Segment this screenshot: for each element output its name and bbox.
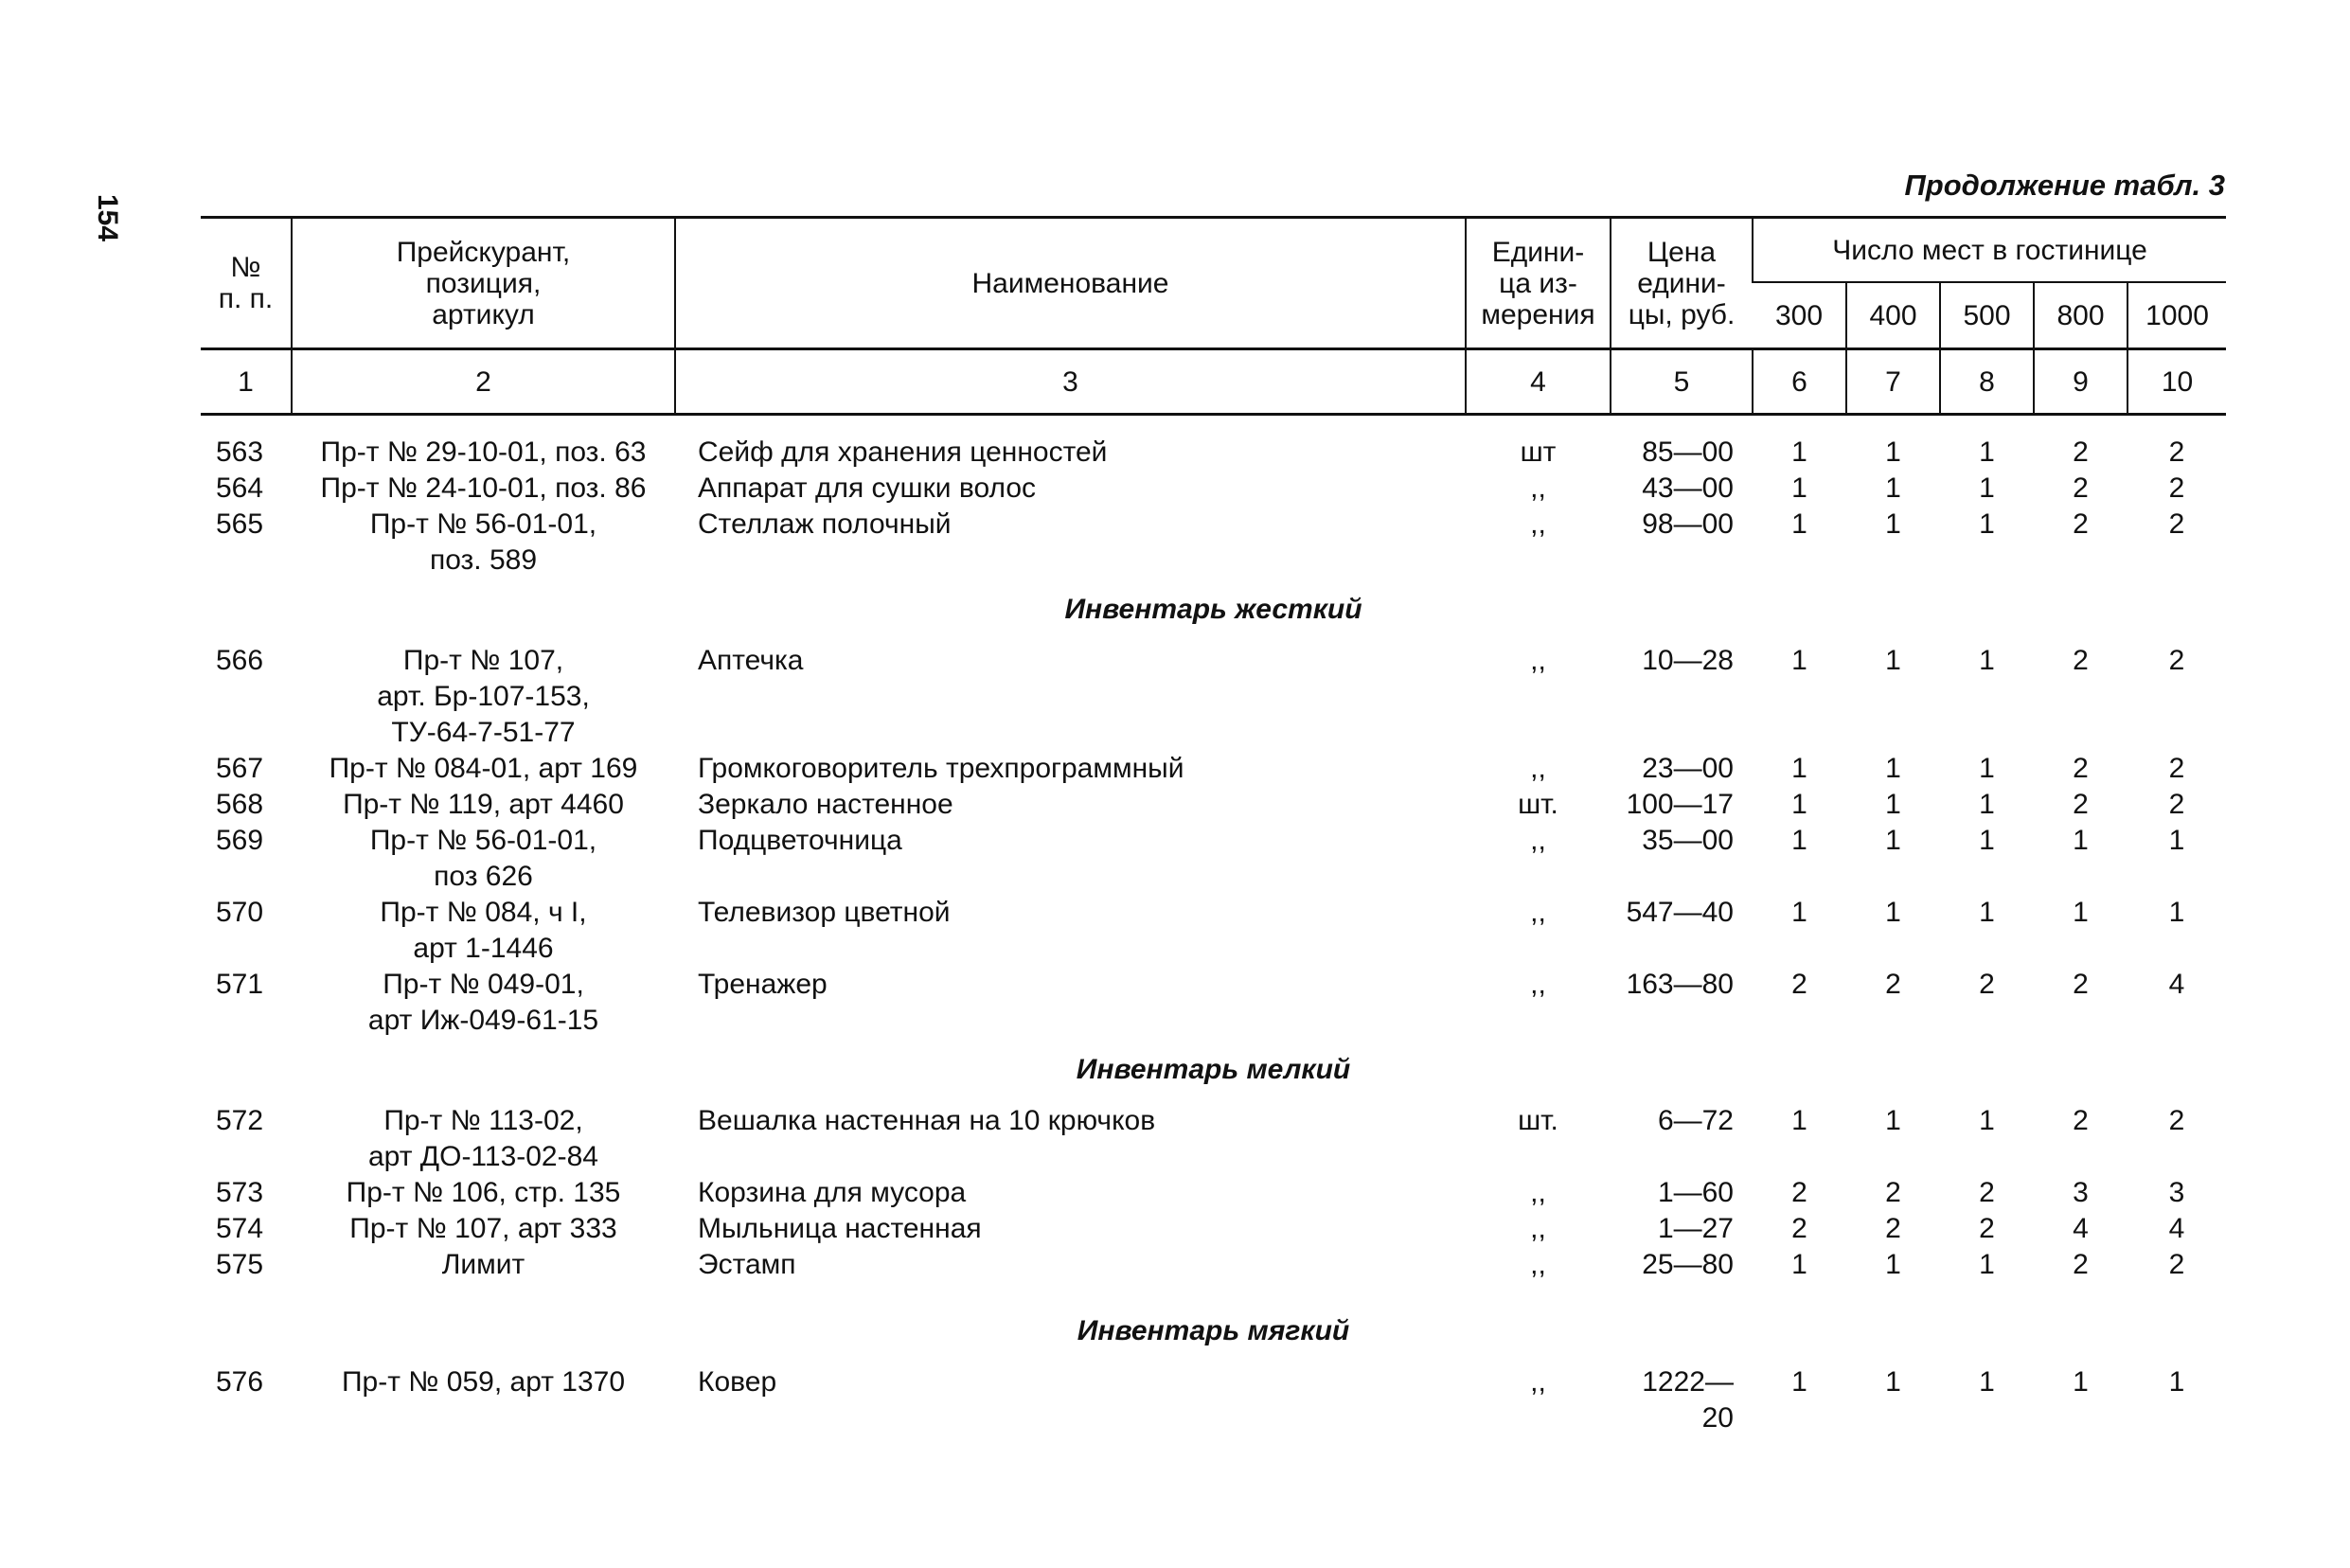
price-cell: 85—00: [1642, 437, 1734, 468]
quantity-cell: 1: [1979, 1105, 1995, 1136]
table-row: [201, 507, 2226, 579]
table-row: [201, 1247, 2226, 1283]
quantity-cell: 1: [1885, 825, 1901, 856]
item-name: Мыльница настенная: [698, 1213, 982, 1244]
price-cell: 6—72: [1657, 1105, 1734, 1136]
header-pricelist: Прейскурант, позиция, артикул: [292, 218, 675, 349]
unit-cell: ,,: [1530, 753, 1546, 784]
quantity-cell: 1: [2168, 825, 2185, 856]
table-row: [201, 1103, 2226, 1175]
unit-cell: ,,: [1530, 897, 1546, 928]
quantity-cell: 1: [1885, 645, 1901, 676]
quantity-cell: 1: [1791, 1366, 1807, 1398]
table-row: [201, 1364, 2226, 1436]
price-cell: 25—80: [1642, 1249, 1734, 1280]
item-name: Стеллаж полочный: [698, 508, 952, 540]
column-number: 7: [1846, 349, 1940, 415]
quantity-cell: 1: [1979, 1366, 1995, 1398]
quantity-cell: 2: [2168, 1249, 2185, 1280]
quantity-cell: 2: [2073, 472, 2089, 504]
header-capacity: 1000: [2127, 282, 2226, 349]
row-number: 576: [216, 1366, 264, 1398]
item-name: Тренажер: [698, 969, 828, 1000]
quantity-cell: 1: [1791, 1249, 1807, 1280]
unit-cell: ,,: [1530, 645, 1546, 676]
column-number: 3: [675, 349, 1466, 415]
price-cell: 163—80: [1626, 969, 1734, 1000]
section-title: Инвентарь мелкий: [1076, 1054, 1351, 1085]
quantity-cell: 2: [1979, 969, 1995, 1000]
quantity-cell: 1: [1791, 753, 1807, 784]
quantity-cell: 1: [1791, 1105, 1807, 1136]
quantity-cell: 2: [2168, 789, 2185, 820]
item-name: Эстамп: [698, 1249, 796, 1280]
quantity-cell: 2: [2073, 437, 2089, 468]
pricelist-cell: Пр-т № 24-10-01, поз. 86: [320, 472, 647, 504]
row-number: 575: [216, 1249, 264, 1280]
table-row: [201, 787, 2226, 823]
quantity-cell: 1: [1885, 1366, 1901, 1398]
unit-cell: шт: [1520, 437, 1557, 468]
header-price: Цена едини- цы, руб.: [1611, 218, 1753, 349]
price-cell: 547—40: [1626, 897, 1734, 928]
section-row: [201, 579, 2226, 643]
quantity-cell: 1: [1979, 753, 1995, 784]
quantity-cell: 1: [1979, 897, 1995, 928]
table-row: [201, 823, 2226, 895]
row-number: 572: [216, 1105, 264, 1136]
item-name: Аппарат для сушки волос: [698, 472, 1036, 504]
quantity-cell: 2: [1791, 1213, 1807, 1244]
quantity-cell: 2: [2073, 645, 2089, 676]
row-number: 571: [216, 969, 264, 1000]
quantity-cell: 1: [2073, 1366, 2089, 1398]
column-number: 5: [1611, 349, 1753, 415]
table-row: [201, 643, 2226, 751]
spacer-row: [201, 1283, 2226, 1300]
unit-cell: ,,: [1530, 1249, 1546, 1280]
pricelist-cell: Лимит: [441, 1249, 525, 1280]
unit-cell: ,,: [1530, 969, 1546, 1000]
column-number: 2: [292, 349, 675, 415]
table-row: [201, 967, 2226, 1039]
quantity-cell: 2: [2073, 969, 2089, 1000]
row-number: 570: [216, 897, 264, 928]
quantity-cell: 1: [1979, 508, 1995, 540]
column-number: 1: [201, 349, 292, 415]
pricelist-cell: Пр-т № 113-02, арт ДО-113-02-84: [368, 1105, 598, 1172]
column-number: 9: [2034, 349, 2127, 415]
quantity-cell: 1: [1791, 645, 1807, 676]
price-cell: 43—00: [1642, 472, 1734, 504]
unit-cell: ,,: [1530, 508, 1546, 540]
quantity-cell: 2: [2168, 645, 2185, 676]
item-name: Вешалка настенная на 10 крючков: [698, 1105, 1156, 1136]
row-number: 573: [216, 1177, 264, 1208]
quantity-cell: 2: [2073, 1249, 2089, 1280]
row-number: 565: [216, 508, 264, 540]
quantity-cell: 1: [1979, 825, 1995, 856]
unit-cell: ,,: [1530, 472, 1546, 504]
row-number: 574: [216, 1213, 264, 1244]
quantity-cell: 2: [2073, 508, 2089, 540]
table-row: [201, 1211, 2226, 1247]
column-number: 8: [1940, 349, 2034, 415]
header-capacity: 300: [1774, 299, 1824, 331]
quantity-cell: 1: [2073, 825, 2089, 856]
row-number: 567: [216, 753, 264, 784]
quantity-cell: 2: [2073, 1105, 2089, 1136]
header-capacity: 800: [2034, 282, 2127, 349]
quantity-cell: 4: [2168, 969, 2185, 1000]
price-cell: 10—28: [1642, 645, 1734, 676]
header-no: № п. п.: [201, 218, 292, 349]
quantity-cell: 1: [1885, 437, 1901, 468]
quantity-cell: 1: [1979, 472, 1995, 504]
pricelist-cell: Пр-т № 56-01-01, поз 626: [369, 825, 597, 892]
quantity-cell: 2: [2073, 789, 2089, 820]
quantity-cell: 2: [2168, 1105, 2185, 1136]
item-name: Ковер: [698, 1366, 777, 1398]
item-name: Корзина для мусора: [698, 1177, 967, 1208]
item-name: Зеркало настенное: [698, 789, 953, 820]
row-number: 566: [216, 645, 264, 676]
table-caption: Продолжение табл. 3: [1904, 169, 2225, 202]
pricelist-cell: Пр-т № 29-10-01, поз. 63: [320, 437, 647, 468]
quantity-cell: 1: [1885, 472, 1901, 504]
table-row: [201, 1175, 2226, 1211]
price-cell: 1—60: [1657, 1177, 1734, 1208]
quantity-cell: 2: [2073, 753, 2089, 784]
table-row: [201, 471, 2226, 507]
quantity-cell: 2: [2168, 753, 2185, 784]
inventory-table: [201, 216, 2226, 1436]
quantity-cell: 1: [1885, 753, 1901, 784]
column-number: 4: [1466, 349, 1611, 415]
item-name: Аптечка: [698, 645, 804, 676]
quantity-cell: 1: [1791, 437, 1807, 468]
quantity-cell: 1: [1885, 1105, 1901, 1136]
pricelist-cell: Пр-т № 059, арт 1370: [341, 1366, 626, 1398]
quantity-cell: 1: [1979, 789, 1995, 820]
quantity-cell: 1: [1979, 645, 1995, 676]
quantity-cell: 2: [2168, 508, 2185, 540]
pricelist-cell: Пр-т № 106, стр. 135: [346, 1177, 621, 1208]
price-cell: 35—00: [1642, 825, 1734, 856]
quantity-cell: 1: [1791, 472, 1807, 504]
column-number: 6: [1753, 349, 1846, 415]
row-number: 564: [216, 472, 264, 504]
header-capacity: 500: [1940, 282, 2034, 349]
header-places: Число мест в гостинице: [1753, 218, 2226, 283]
unit-cell: ,,: [1530, 1213, 1546, 1244]
price-cell: 1222—20: [1642, 1366, 1734, 1434]
quantity-cell: 2: [1885, 1177, 1901, 1208]
pricelist-cell: Пр-т № 107, арт 333: [349, 1213, 617, 1244]
quantity-cell: 1: [1791, 897, 1807, 928]
pricelist-cell: Пр-т № 049-01, арт Иж-049-61-15: [367, 969, 599, 1036]
section-row: [201, 1039, 2226, 1103]
spacer-cell: [201, 1283, 2226, 1300]
quantity-cell: 2: [1979, 1213, 1995, 1244]
table-row: [201, 751, 2226, 787]
unit-cell: ,,: [1530, 825, 1546, 856]
quantity-cell: 3: [2073, 1177, 2089, 1208]
column-number: 10: [2127, 349, 2226, 415]
header-unit: Едини- ца из- мерения: [1466, 218, 1611, 349]
page-number: 154: [92, 194, 123, 242]
row-number: 569: [216, 825, 264, 856]
table-row: [201, 415, 2226, 472]
quantity-cell: 2: [2168, 437, 2185, 468]
quantity-cell: 1: [1885, 1249, 1901, 1280]
price-cell: 98—00: [1642, 508, 1734, 540]
table-row: [201, 895, 2226, 967]
pricelist-cell: Пр-т № 56-01-01, поз. 589: [369, 508, 597, 576]
unit-cell: шт.: [1518, 789, 1558, 820]
quantity-cell: 1: [1791, 508, 1807, 540]
price-cell: 1—27: [1657, 1213, 1734, 1244]
quantity-cell: 2: [1791, 969, 1807, 1000]
quantity-cell: 1: [1885, 789, 1901, 820]
item-name: Сейф для хранения ценностей: [698, 437, 1108, 468]
row-number: 563: [216, 437, 264, 468]
quantity-cell: 1: [1979, 437, 1995, 468]
header-capacity: 400: [1846, 282, 1940, 349]
item-name: Подцветочница: [698, 825, 902, 856]
price-cell: 23—00: [1642, 753, 1734, 784]
quantity-cell: 1: [1791, 825, 1807, 856]
quantity-cell: 1: [2168, 1366, 2185, 1398]
section-row: [201, 1300, 2226, 1364]
quantity-cell: 1: [1791, 789, 1807, 820]
quantity-cell: 1: [2073, 897, 2089, 928]
section-title: Инвентарь мягкий: [1077, 1315, 1350, 1346]
unit-cell: ,,: [1530, 1366, 1546, 1398]
item-name: Телевизор цветной: [698, 897, 951, 928]
quantity-cell: 1: [1885, 897, 1901, 928]
unit-cell: ,,: [1530, 1177, 1546, 1208]
pricelist-cell: Пр-т № 119, арт 4460: [343, 789, 624, 820]
pricelist-cell: Пр-т № 107, арт. Бр-107-153, ТУ-64-7-51-77: [377, 645, 590, 748]
quantity-cell: 2: [1885, 969, 1901, 1000]
header-name: Наименование: [675, 218, 1466, 349]
quantity-cell: 2: [1791, 1177, 1807, 1208]
quantity-cell: 1: [1885, 508, 1901, 540]
section-title: Инвентарь жесткий: [1064, 594, 1362, 625]
quantity-cell: 2: [2168, 472, 2185, 504]
quantity-cell: 3: [2168, 1177, 2185, 1208]
row-number: 568: [216, 789, 264, 820]
quantity-cell: 1: [2168, 897, 2185, 928]
item-name: Громкоговоритель трехпрограммный: [698, 753, 1184, 784]
price-cell: 100—17: [1626, 789, 1734, 820]
quantity-cell: 4: [2168, 1213, 2185, 1244]
quantity-cell: 2: [1885, 1213, 1901, 1244]
quantity-cell: 4: [2073, 1213, 2089, 1244]
quantity-cell: 1: [1979, 1249, 1995, 1280]
quantity-cell: 2: [1979, 1177, 1995, 1208]
unit-cell: шт.: [1518, 1105, 1558, 1136]
table-body: [201, 415, 2226, 1437]
pricelist-cell: Пр-т № 084, ч I, арт 1-1446: [380, 897, 587, 964]
pricelist-cell: Пр-т № 084-01, арт 169: [329, 753, 638, 784]
